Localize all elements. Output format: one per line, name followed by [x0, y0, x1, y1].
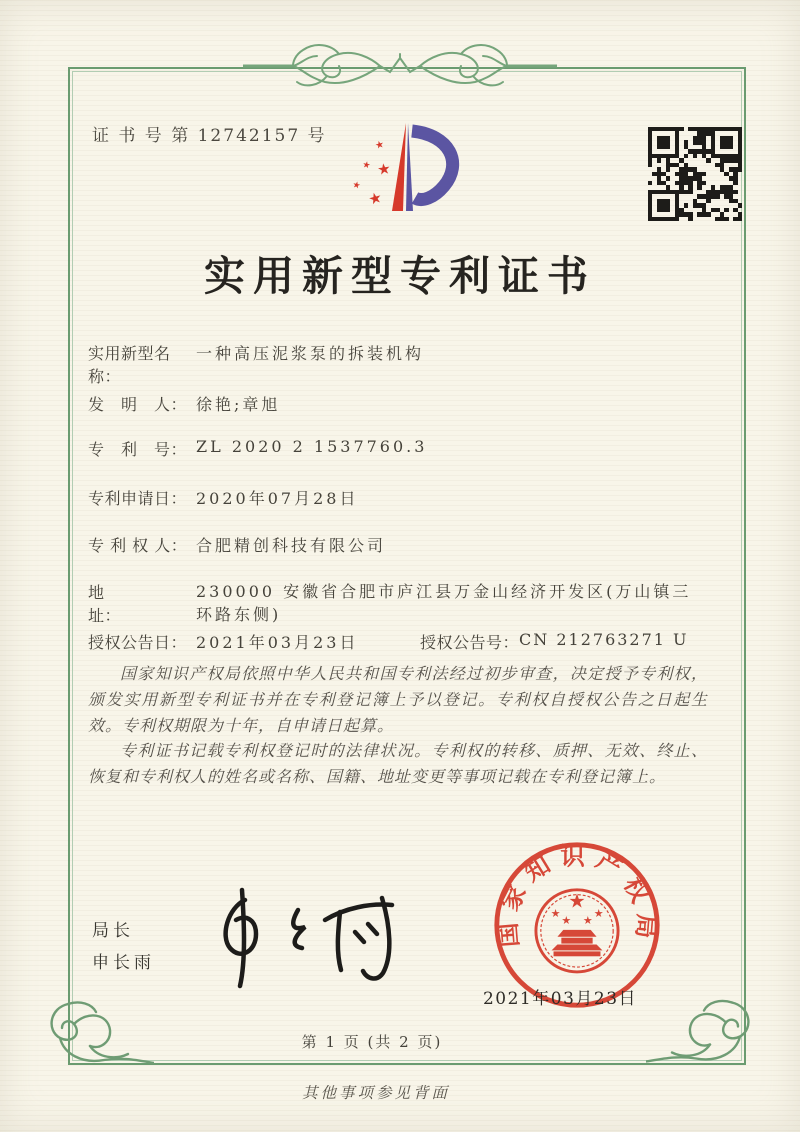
field-value: 230000 安徽省合肥市庐江县万金山经济开发区(万山镇三环路东侧): [196, 582, 692, 624]
field-filing-date: [88, 486, 358, 509]
field-patent-number: [88, 437, 427, 460]
field-value: 2021年03月23日: [196, 633, 359, 652]
field-label: 专 利 号：: [88, 440, 188, 459]
field-inventor: [88, 392, 280, 415]
certificate-title: 实用新型专利证书: [204, 252, 596, 300]
field-value: 2020年07月28日: [196, 489, 359, 508]
field-value: 合肥精创科技有限公司: [196, 536, 387, 555]
svg-text:★: ★: [582, 914, 593, 928]
svg-text:★: ★: [561, 914, 572, 928]
field-value: ZL 2020 2 1537760.3: [196, 437, 428, 456]
field-patentee: [88, 533, 386, 556]
field-label: 专利申请日：: [88, 489, 188, 508]
field-value: CN 212763271 U: [519, 630, 689, 649]
svg-text:★: ★: [361, 160, 372, 172]
svg-text:★: ★: [550, 907, 561, 921]
svg-text:★: ★: [376, 159, 392, 179]
field-label: 实用新型名称：: [88, 344, 171, 386]
field-grant-number: [420, 630, 689, 653]
field-label: 授权公告号：: [420, 633, 520, 652]
commissioner-name: 申长雨: [92, 953, 155, 973]
field-label: 专 利 权 人：: [88, 536, 188, 555]
national-emblem-icon: [536, 889, 618, 972]
svg-text:★: ★: [351, 180, 362, 192]
certificate-number: 证 书 号 第 12742157 号: [92, 126, 327, 146]
field-label: 发 明 人：: [88, 395, 188, 414]
legal-paragraph: 专利证书记载专利权登记时的法律状况。专利权的转移、质押、无效、终止、恢复和专利权人的姓名或名称、国籍、地址变更等事项记载在专利登记簿上。: [88, 741, 708, 787]
back-side-note: 其他事项参见背面: [301, 1084, 450, 1102]
field-label: 授权公告日：: [88, 633, 188, 652]
field-value: 一种高压泥浆泵的拆装机构: [196, 344, 425, 363]
field-label: 地 址：: [88, 583, 171, 625]
qr-code: [648, 127, 742, 221]
legal-text-block: [88, 661, 708, 790]
field-utility-model-name: [88, 341, 424, 387]
page-indicator: 第 1 页 (共 2 页): [301, 1033, 443, 1051]
seal-text: 国家知识产权局: [492, 841, 662, 949]
svg-text:★: ★: [568, 889, 586, 913]
field-address: [88, 580, 708, 626]
cnipa-logo-icon: [332, 105, 470, 233]
svg-text:★: ★: [374, 139, 386, 152]
svg-text:★: ★: [366, 187, 385, 209]
legal-paragraph: 国家知识产权局依照中华人民共和国专利法经过初步审查，决定授予专利权，颁发实用新型专利证书并在专利登记簿上予以登记。专利权自授权公告之日起生效。专利权期限为十年，自申请日起算。: [88, 664, 708, 735]
commissioner-signature: [190, 880, 410, 998]
seal-date: 2021年03月23日: [482, 989, 638, 1009]
field-grant-date: [88, 630, 358, 653]
commissioner-title: 局长: [92, 921, 134, 941]
field-value: 徐艳;章旭: [196, 395, 281, 414]
svg-text:★: ★: [593, 907, 604, 921]
